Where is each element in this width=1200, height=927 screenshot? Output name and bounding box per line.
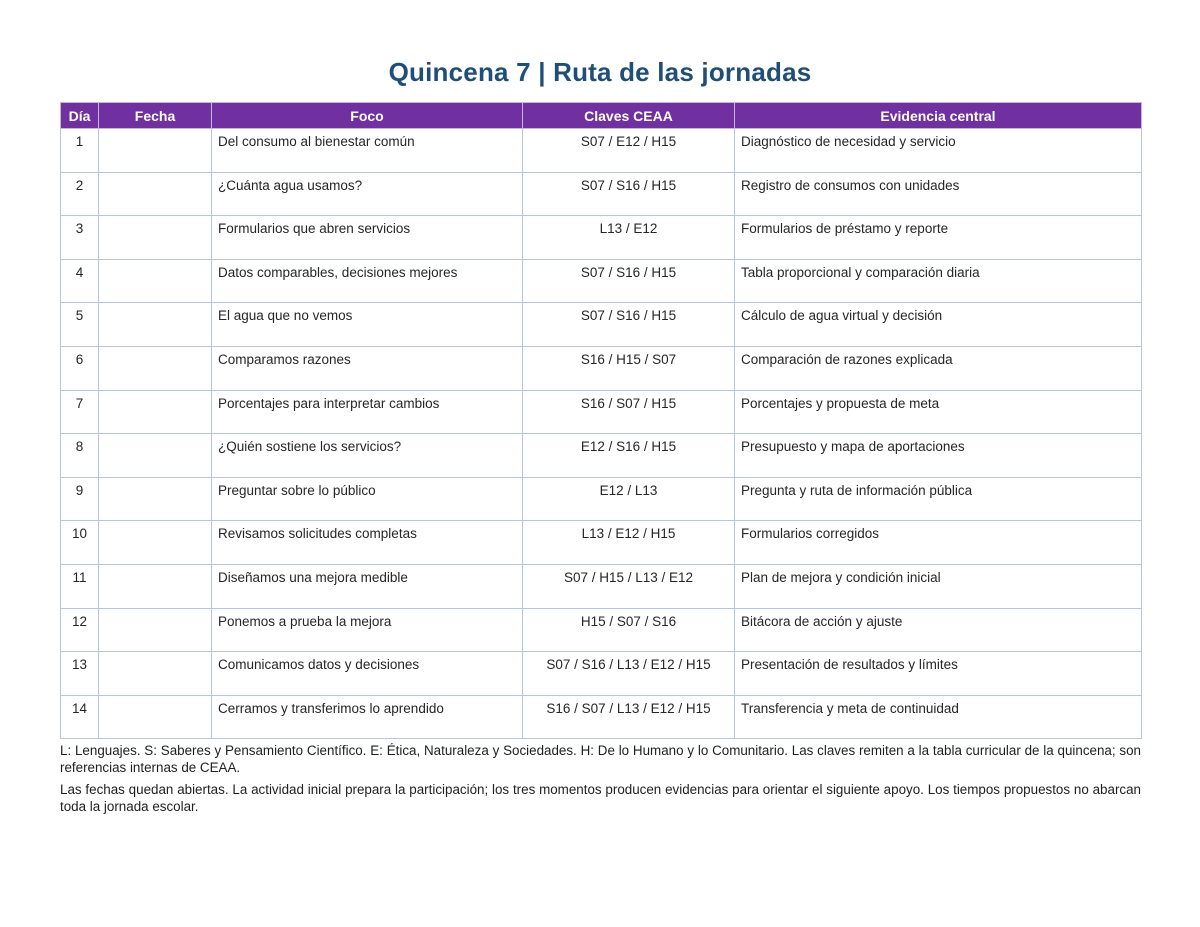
table-row — [61, 477, 1142, 521]
cell-fecha — [99, 346, 212, 390]
cell-fecha — [99, 564, 212, 608]
cell-evidencia: Comparación de razones explicada — [735, 346, 1142, 390]
dates-note: Las fechas quedan abiertas. La actividad inicial prepara la participación; los tres momentos producen evidencias para orientar el siguiente apoyo. Los tiempos propuestos no abarcan toda la jornada escolar. — [60, 782, 1141, 814]
header-fecha: Fecha — [99, 103, 212, 129]
table-row — [61, 390, 1142, 434]
cell-foco: Preguntar sobre lo público — [212, 477, 523, 521]
cell-claves: S07 / S16 / L13 / E12 / H15 — [523, 652, 735, 696]
page-title: Quincena 7 | Ruta de las jornadas — [388, 57, 812, 87]
cell-foco: Del consumo al bienestar común — [212, 129, 523, 173]
cell-fecha — [99, 129, 212, 173]
cell-fecha — [99, 695, 212, 739]
cell-dia: 10 — [61, 521, 99, 565]
cell-evidencia: Diagnóstico de necesidad y servicio — [735, 129, 1142, 173]
cell-foco: Datos comparables, decisiones mejores — [212, 259, 523, 303]
cell-claves: S07 / S16 / H15 — [523, 259, 735, 303]
cell-fecha — [99, 477, 212, 521]
notes — [60, 742, 1141, 820]
cell-foco: ¿Cuánta agua usamos? — [212, 172, 523, 216]
cell-evidencia: Registro de consumos con unidades — [735, 172, 1142, 216]
cell-evidencia: Transferencia y meta de continuidad — [735, 695, 1142, 739]
cell-foco: Cerramos y transferimos lo aprendido — [212, 695, 523, 739]
cell-dia: 5 — [61, 303, 99, 347]
table-row — [61, 129, 1142, 173]
cell-fecha — [99, 259, 212, 303]
cell-claves: H15 / S07 / S16 — [523, 608, 735, 652]
cell-fecha — [99, 652, 212, 696]
cell-dia: 13 — [61, 652, 99, 696]
cell-foco: Porcentajes para interpretar cambios — [212, 390, 523, 434]
cell-fecha — [99, 216, 212, 260]
cell-claves: E12 / S16 / H15 — [523, 434, 735, 478]
cell-dia: 11 — [61, 564, 99, 608]
cell-evidencia: Tabla proporcional y comparación diaria — [735, 259, 1142, 303]
cell-dia: 14 — [61, 695, 99, 739]
cell-evidencia: Porcentajes y propuesta de meta — [735, 390, 1142, 434]
cell-dia: 7 — [61, 390, 99, 434]
cell-fecha — [99, 608, 212, 652]
cell-claves: E12 / L13 — [523, 477, 735, 521]
cell-evidencia: Pregunta y ruta de información pública — [735, 477, 1142, 521]
cell-dia: 8 — [61, 434, 99, 478]
table-row — [61, 521, 1142, 565]
cell-claves: S16 / H15 / S07 — [523, 346, 735, 390]
cell-foco: El agua que no vemos — [212, 303, 523, 347]
route-table — [60, 102, 1142, 739]
cell-fecha — [99, 390, 212, 434]
cell-evidencia: Cálculo de agua virtual y decisión — [735, 303, 1142, 347]
cell-fecha — [99, 521, 212, 565]
cell-foco: Formularios que abren servicios — [212, 216, 523, 260]
cell-dia: 4 — [61, 259, 99, 303]
table-row — [61, 216, 1142, 260]
cell-foco: Ponemos a prueba la mejora — [212, 608, 523, 652]
cell-foco: Comparamos razones — [212, 346, 523, 390]
table-row — [61, 652, 1142, 696]
cell-claves: L13 / E12 / H15 — [523, 521, 735, 565]
cell-foco: Comunicamos datos y decisiones — [212, 652, 523, 696]
cell-dia: 3 — [61, 216, 99, 260]
cell-evidencia: Presupuesto y mapa de aportaciones — [735, 434, 1142, 478]
cell-evidencia: Bitácora de acción y ajuste — [735, 608, 1142, 652]
cell-foco: Revisamos solicitudes completas — [212, 521, 523, 565]
table-row — [61, 564, 1142, 608]
cell-fecha — [99, 172, 212, 216]
cell-evidencia: Formularios de préstamo y reporte — [735, 216, 1142, 260]
legend-note: L: Lenguajes. S: Saberes y Pensamiento Científico. E: Ética, Naturaleza y Sociedades. H: De lo Humano y lo Comunitario. Las claves remiten a la tabla curricular de la quincena; son referencias internas de CEAA. — [60, 743, 1141, 775]
cell-claves: S16 / S07 / H15 — [523, 390, 735, 434]
cell-claves: S07 / S16 / H15 — [523, 303, 735, 347]
cell-dia: 9 — [61, 477, 99, 521]
table-row — [61, 346, 1142, 390]
cell-evidencia: Presentación de resultados y límites — [735, 652, 1142, 696]
cell-foco: Diseñamos una mejora medible — [212, 564, 523, 608]
table-row — [61, 303, 1142, 347]
cell-fecha — [99, 303, 212, 347]
table-row — [61, 695, 1142, 739]
table-row — [61, 259, 1142, 303]
cell-fecha — [99, 434, 212, 478]
cell-evidencia: Formularios corregidos — [735, 521, 1142, 565]
header-claves: Claves CEAA — [523, 103, 735, 129]
cell-dia: 2 — [61, 172, 99, 216]
cell-dia: 6 — [61, 346, 99, 390]
header-dia: Día — [61, 103, 99, 129]
cell-claves: L13 / E12 — [523, 216, 735, 260]
table-row — [61, 172, 1142, 216]
table-header-row — [61, 103, 1142, 129]
cell-claves: S07 / S16 / H15 — [523, 172, 735, 216]
table-row — [61, 608, 1142, 652]
table-row — [61, 434, 1142, 478]
header-foco: Foco — [212, 103, 523, 129]
cell-claves: S16 / S07 / L13 / E12 / H15 — [523, 695, 735, 739]
cell-foco: ¿Quién sostiene los servicios? — [212, 434, 523, 478]
table-body — [61, 129, 1142, 739]
cell-dia: 1 — [61, 129, 99, 173]
cell-dia: 12 — [61, 608, 99, 652]
cell-claves: S07 / H15 / L13 / E12 — [523, 564, 735, 608]
cell-evidencia: Plan de mejora y condición inicial — [735, 564, 1142, 608]
cell-claves: S07 / E12 / H15 — [523, 129, 735, 173]
header-evidencia: Evidencia central — [735, 103, 1142, 129]
